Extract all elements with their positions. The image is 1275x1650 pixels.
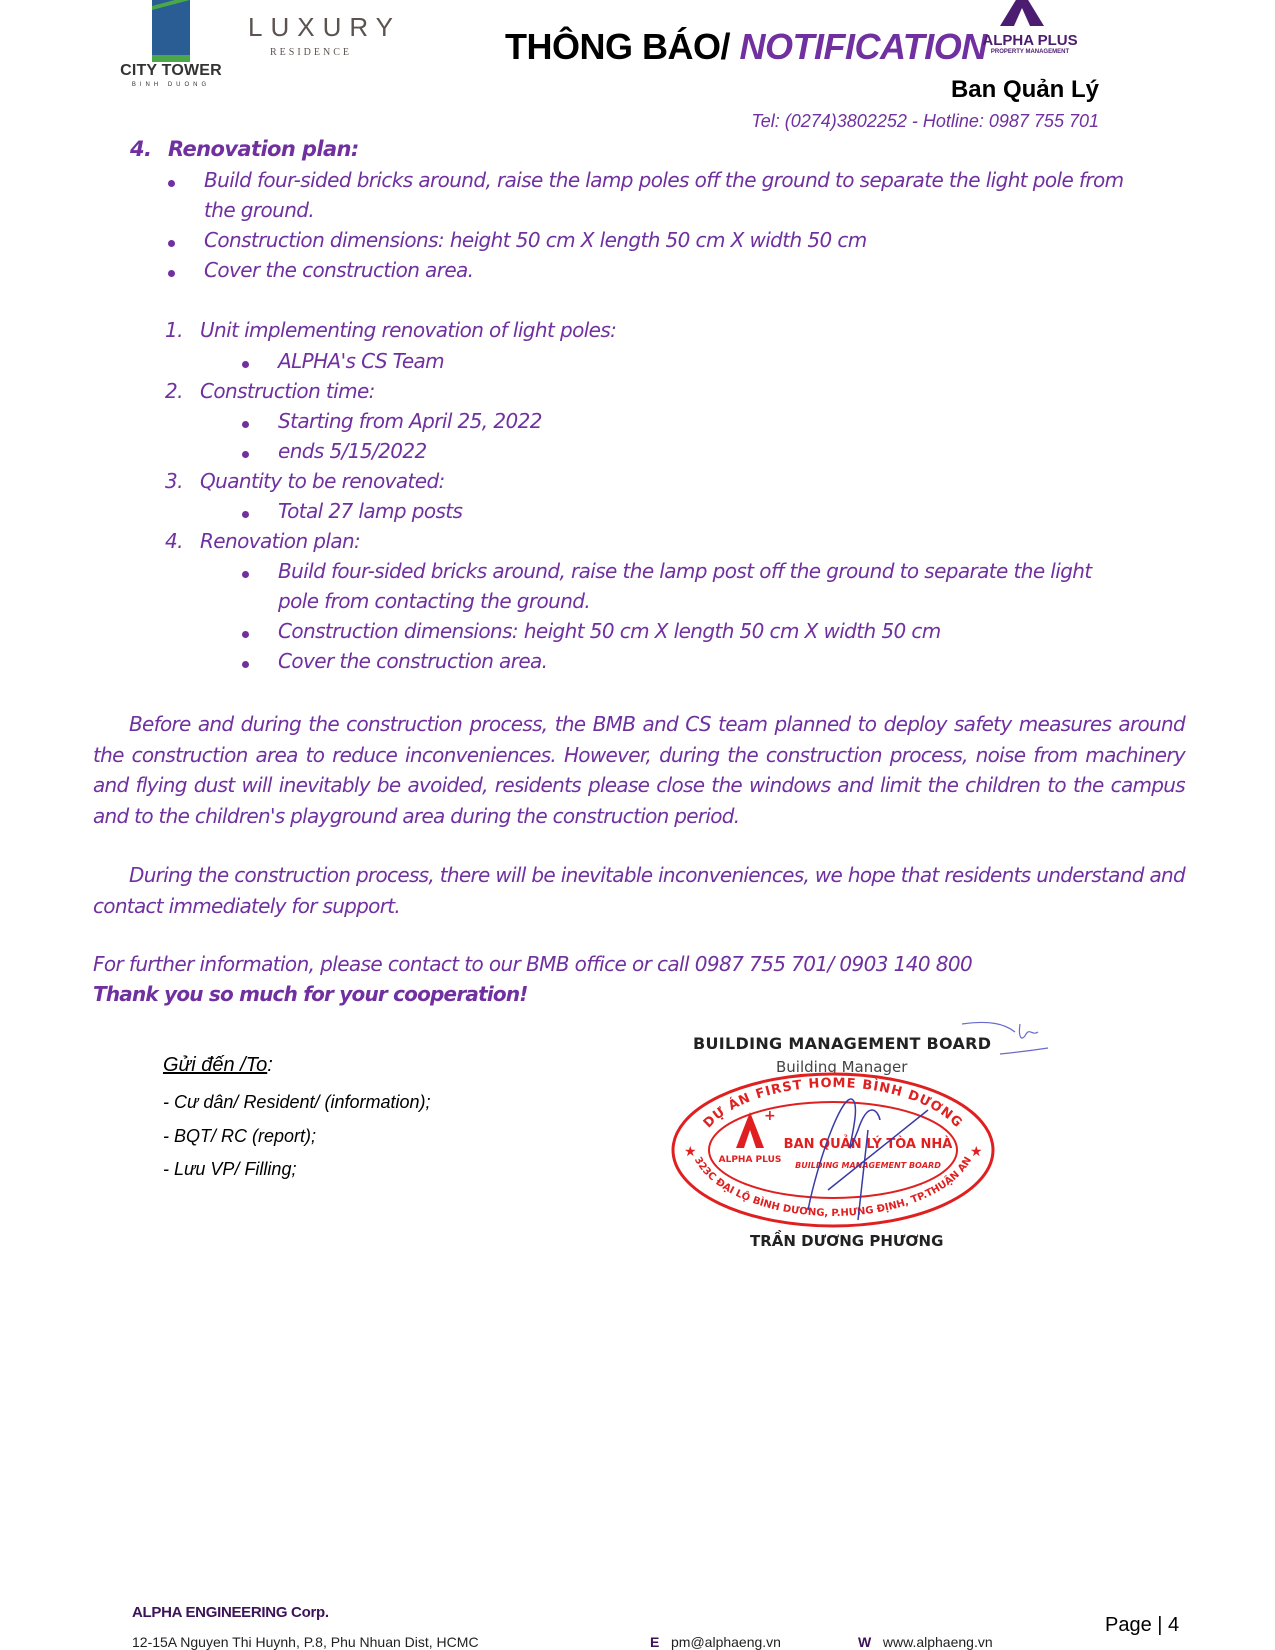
section-number: 4. <box>130 137 152 161</box>
paragraph-safety <box>93 709 1185 831</box>
list-number: 4. <box>165 529 183 553</box>
section-bullet-continuation: the ground. <box>204 198 315 222</box>
title-vi: THÔNG BÁO/ <box>505 26 740 67</box>
stamp-ring-bottom: 323C ĐẠI LỘ BÌNH DƯƠNG, P.HƯNG ĐỊNH, TP.THUẬN AN <box>691 1155 975 1219</box>
recipients-heading-colon: : <box>267 1054 273 1076</box>
recipient-item: - BQT/ RC (report); <box>163 1126 317 1146</box>
list-label: Construction time: <box>200 379 375 403</box>
paragraph-safety-text: Before and during the construction process, the BMB and CS team planned to deploy safety measures around the construction area to reduce inconveniences. However, during the construction process, noise from machinery and flying dust will inevitably be avoided, residents please close the windows and limit the children to the campus and to the children's playground area during the construction period. <box>93 712 1185 828</box>
alpha-plus-logo <box>970 0 1090 60</box>
web-label: W <box>858 1634 872 1650</box>
list-label: Quantity to be renovated: <box>200 469 445 493</box>
bullet-icon <box>242 631 249 638</box>
recipient-item: - Lưu VP/ Filling; <box>163 1159 297 1179</box>
stamp-center-en: BUILDING MANAGEMENT BOARD <box>795 1161 941 1170</box>
section-bullet: Construction dimensions: height 50 cm X length 50 cm X width 50 cm <box>204 228 867 252</box>
section-bullet: Cover the construction area. <box>204 258 474 282</box>
list-item-continuation: pole from contacting the ground. <box>278 589 591 613</box>
bullet-icon <box>168 270 175 277</box>
signatory-name: TRẦN DƯƠNG PHƯƠNG <box>750 1232 944 1250</box>
signature-role: Building Manager <box>776 1058 908 1076</box>
thanks-line: Thank you so much for your cooperation! <box>93 982 528 1006</box>
list-number: 3. <box>165 469 183 493</box>
stamp-star-icon: ★ <box>970 1144 983 1160</box>
city-tower-logo <box>112 0 230 95</box>
footer-email <box>650 1634 781 1650</box>
initials-mark <box>960 1018 1050 1058</box>
paragraph-support <box>93 860 1185 921</box>
recipient-item: - Cư dân/ Resident/ (information); <box>163 1092 431 1112</box>
list-number: 2. <box>165 379 183 403</box>
page-number: Page | 4 <box>1105 1614 1180 1636</box>
list-item: Starting from April 25, 2022 <box>278 409 542 433</box>
bullet-icon <box>242 361 249 368</box>
city-tower-logo-title: CITY TOWER <box>120 62 222 79</box>
luxury-logo-title: LUXURY <box>248 12 402 42</box>
official-stamp <box>668 1070 998 1230</box>
alpha-a-icon <box>1000 0 1044 26</box>
department-name: Ban Quản Lý <box>950 76 1099 103</box>
title-en: NOTIFICATION <box>739 26 987 67</box>
email-label: E <box>650 1634 660 1650</box>
list-item: Cover the construction area. <box>278 649 548 673</box>
bullet-icon <box>242 511 249 518</box>
alpha-logo-subtitle: PROPERTY MANAGEMENT <box>990 49 1070 55</box>
stamp-center-vi: BAN QUẢN LÝ TÒA NHÀ <box>783 1137 953 1152</box>
stamp-ring-top: DỰ ÁN FIRST HOME BÌNH DƯƠNG <box>700 1075 966 1132</box>
page-title <box>505 26 987 68</box>
bullet-icon <box>242 661 249 668</box>
contact-line: For further information, please contact to our BMB office or call 0987 755 701/ 0903 140 800 <box>93 952 973 976</box>
stamp-star-icon: ★ <box>684 1144 697 1160</box>
list-item: ends 5/15/2022 <box>278 439 427 463</box>
email-value[interactable]: pm@alphaeng.vn <box>671 1634 781 1650</box>
web-value[interactable]: www.alphaeng.vn <box>882 1634 993 1650</box>
contact-phone: Tel: (0274)3802252 - Hotline: 0987 755 701 <box>751 111 1099 131</box>
stamp-logo-text: ALPHA PLUS <box>718 1155 782 1165</box>
svg-text:+: + <box>764 1108 776 1124</box>
list-label: Unit implementing renovation of light poles: <box>200 318 617 342</box>
paragraph-support-text: During the construction process, there will be inevitable inconveniences, we hope that residents understand and contact immediately for support. <box>93 863 1185 918</box>
list-label: Renovation plan: <box>200 529 361 553</box>
footer-address: 12-15A Nguyen Thi Huynh, P.8, Phu Nhuan Dist, HCMC <box>132 1634 479 1650</box>
bullet-icon <box>168 180 175 187</box>
bullet-icon <box>242 451 249 458</box>
bullet-icon <box>242 421 249 428</box>
city-tower-logo-subtitle: BINH DUONG <box>131 82 211 88</box>
signature-board-title: BUILDING MANAGEMENT BOARD <box>693 1034 992 1053</box>
list-item: Total 27 lamp posts <box>278 499 463 523</box>
recipients-heading <box>163 1054 273 1077</box>
svg-text:DỰ ÁN FIRST HOME BÌNH DƯƠNG <box>701 1076 966 1131</box>
luxury-logo-subtitle: RESIDENCE <box>270 47 352 58</box>
list-number: 1. <box>165 318 183 342</box>
section-heading: Renovation plan: <box>168 137 359 161</box>
city-tower-building-icon <box>152 0 190 62</box>
stamp-graphic <box>668 1070 998 1230</box>
list-item: ALPHA's CS Team <box>278 349 445 373</box>
recipients-heading-label: Gửi đến /To <box>163 1054 268 1076</box>
list-item: Build four-sided bricks around, raise the lamp post off the ground to separate the light <box>278 559 1092 583</box>
luxury-residence-logo <box>248 12 402 58</box>
bullet-icon <box>242 571 249 578</box>
footer-company: ALPHA ENGINEERING Corp. <box>132 1604 329 1621</box>
list-item: Construction dimensions: height 50 cm X length 50 cm X width 50 cm <box>278 619 941 643</box>
section-bullet: Build four-sided bricks around, raise the lamp poles off the ground to separate the light pole from <box>204 168 1124 192</box>
bullet-icon <box>168 240 175 247</box>
alpha-logo-name: ALPHA PLUS <box>982 32 1078 49</box>
footer-web <box>858 1634 993 1650</box>
